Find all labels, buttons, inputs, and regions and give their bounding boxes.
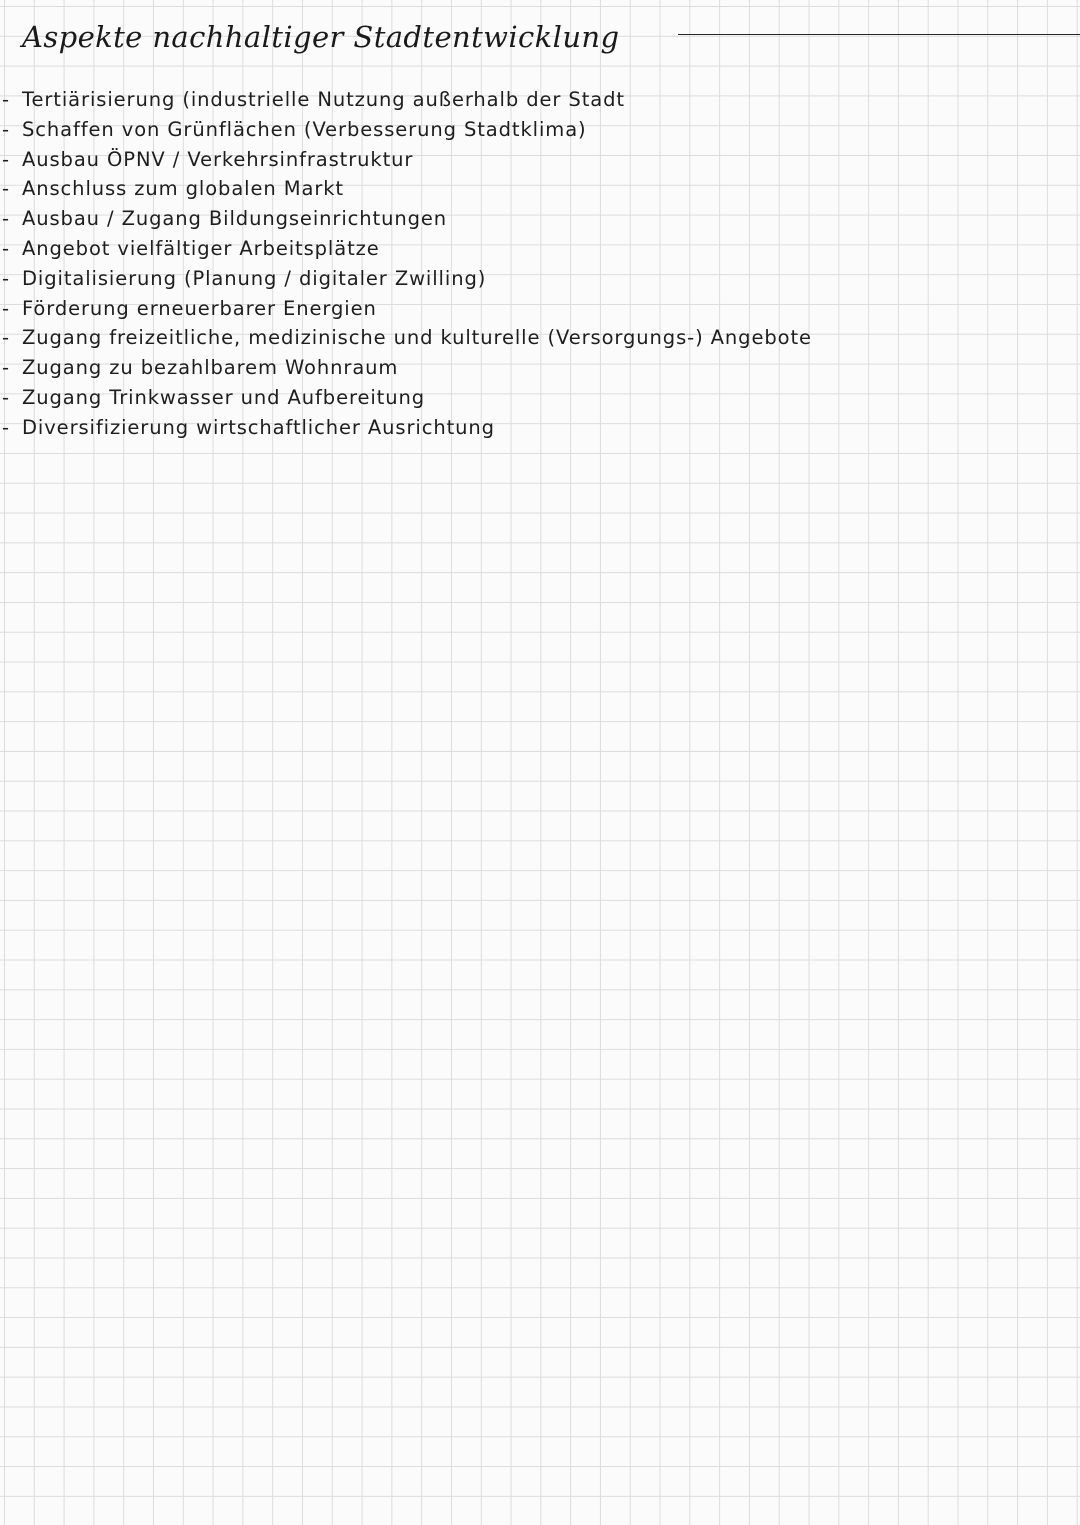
- list-item-text: Digitalisierung (Planung / digitaler Zwilling): [22, 266, 487, 290]
- bullet-dash: -: [2, 385, 10, 409]
- list-item: [0, 118, 812, 148]
- list-item: [0, 416, 812, 446]
- bullet-dash: -: [2, 356, 10, 380]
- bullet-dash: -: [2, 207, 10, 231]
- bullet-dash: -: [2, 117, 10, 141]
- bullet-dash: -: [2, 266, 10, 290]
- list-item: [0, 88, 812, 118]
- bullet-dash: -: [2, 236, 10, 260]
- list-item: [0, 148, 812, 178]
- list-item-text: Diversifizierung wirtschaftlicher Ausrichtung: [22, 415, 495, 439]
- list-item: [0, 237, 812, 267]
- list-item-text: Zugang Trinkwasser und Aufbereitung: [22, 385, 426, 409]
- bullet-dash: -: [2, 415, 10, 439]
- list-item-text: Tertiärisierung (industrielle Nutzung außerhalb der Stadt: [22, 88, 625, 111]
- bullet-dash: -: [2, 88, 10, 111]
- list-item-text: Schaffen von Grünflächen (Verbesserung Stadtklima): [22, 117, 587, 141]
- title-underline: [678, 34, 1080, 35]
- list-item-text: Zugang freizeitliche, medizinische und kulturelle (Versorgungs-) Angebote: [22, 326, 812, 350]
- page-title: Aspekte nachhaltiger Stadtentwicklung: [22, 20, 620, 54]
- list-item: [0, 326, 812, 356]
- list-item-text: Angebot vielfältiger Arbeitsplätze: [22, 236, 380, 260]
- list-item: [0, 207, 812, 237]
- list-item: [0, 297, 812, 327]
- list-item-text: Anschluss zum globalen Markt: [22, 177, 344, 201]
- list-item: [0, 386, 812, 416]
- list-item-text: Förderung erneuerbarer Energien: [22, 296, 377, 320]
- bullet-dash: -: [2, 147, 10, 171]
- bullet-dash: -: [2, 296, 10, 320]
- aspect-list: [0, 88, 812, 446]
- list-item: [0, 267, 812, 297]
- list-item: [0, 177, 812, 207]
- list-item-text: Ausbau / Zugang Bildungseinrichtungen: [22, 207, 448, 231]
- list-item-text: Zugang zu bezahlbarem Wohnraum: [22, 356, 399, 380]
- bullet-dash: -: [2, 326, 10, 350]
- list-item-text: Ausbau ÖPNV / Verkehrsinfrastruktur: [22, 147, 414, 171]
- bullet-dash: -: [2, 177, 10, 201]
- list-item: [0, 356, 812, 386]
